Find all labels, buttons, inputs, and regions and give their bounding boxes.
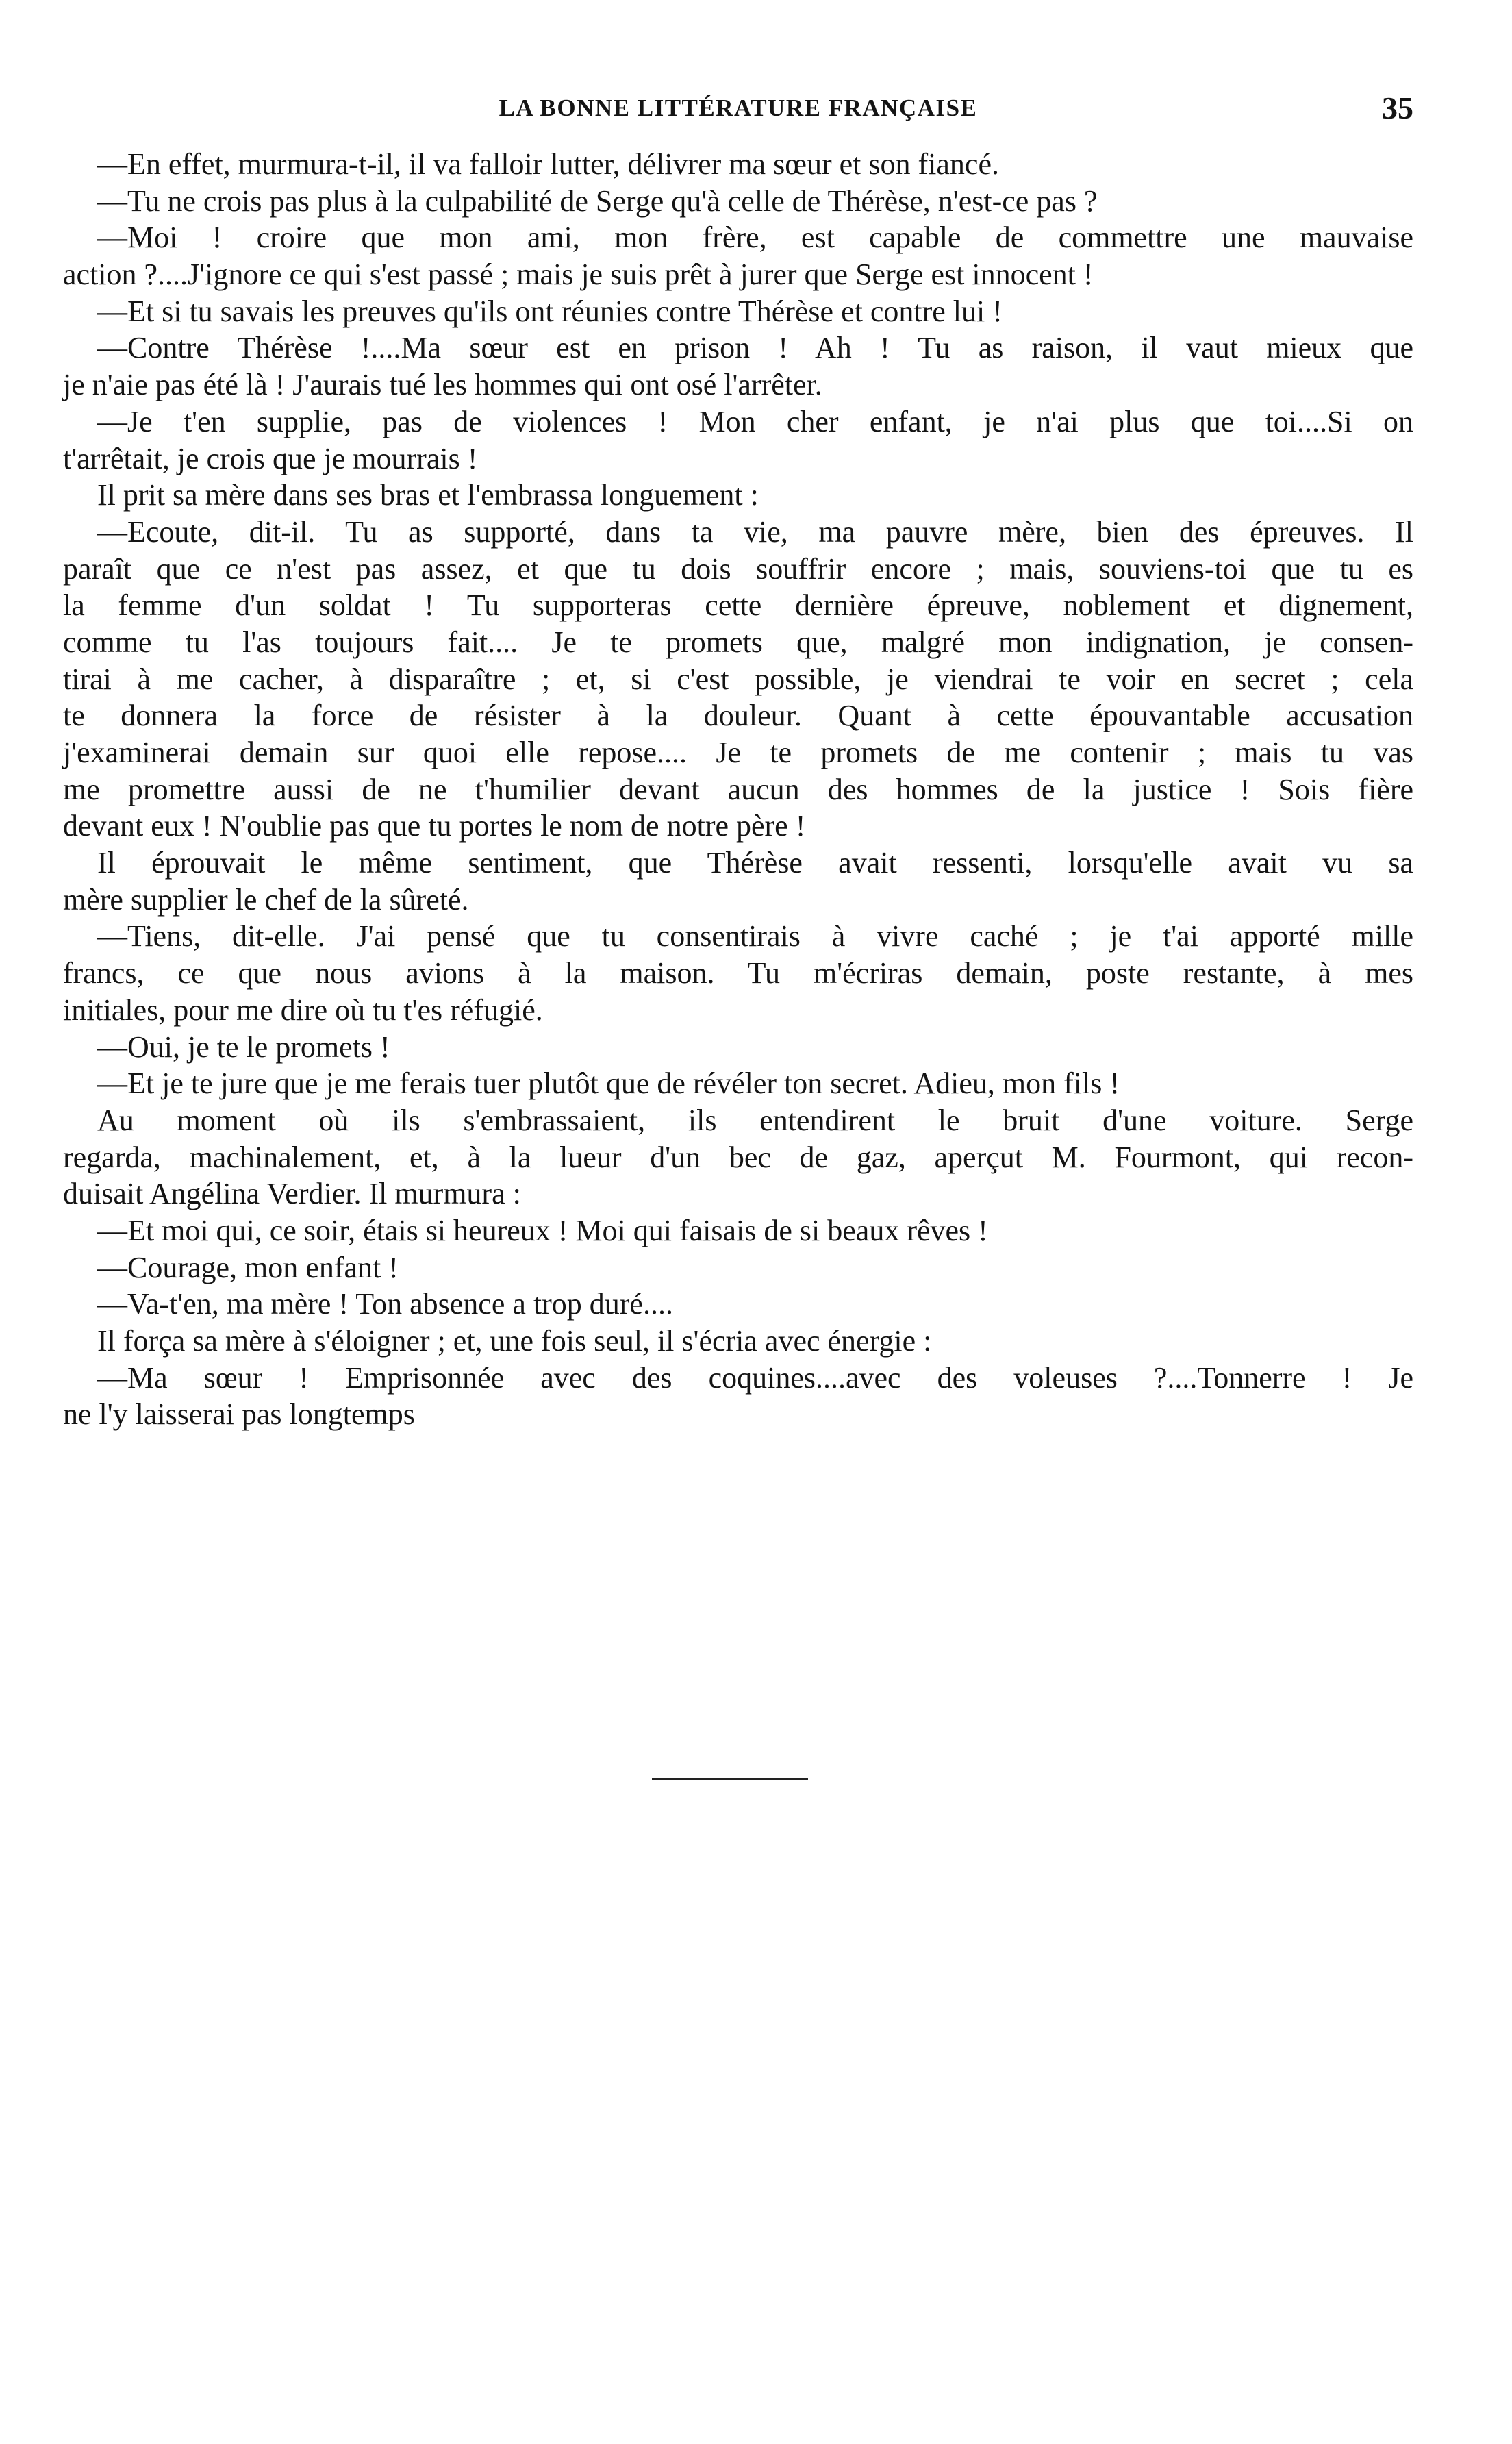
section-divider [652,1778,808,1780]
text-line: te donnera la force de résister à la douleur. Quant à cette épouvantable accusation [63,699,1413,733]
text-line: Au moment où ils s'embrassaient, ils entendirent le bruit d'une voiture. Serge [97,1103,1413,1137]
text-line: Il força sa mère à s'éloigner ; et, une fois seul, il s'écria avec énergie : [97,1324,932,1358]
text-line: duisait Angélina Verdier. Il murmura : [63,1177,521,1211]
text-line: —Tu ne crois pas plus à la culpabilité de Serge qu'à celle de Thérèse, n'est-ce pas ? [97,184,1098,218]
text-line: —Et moi qui, ce soir, étais si heureux ! Moi qui faisais de si beaux rêves ! [97,1213,988,1247]
text-line: Il éprouvait le même sentiment, que Thérèse avait ressenti, lorsqu'elle avait vu sa [97,846,1413,880]
text-line: initiales, pour me dire où tu t'es réfugié. [63,993,543,1027]
text-line: mère supplier le chef de la sûreté. [63,882,469,916]
running-header [63,88,1413,129]
text-line: —Va-t'en, ma mère ! Ton absence a trop duré.... [97,1287,673,1321]
text-line: —Contre Thérèse !....Ma sœur est en prison ! Ah ! Tu as raison, il vaut mieux que [97,331,1413,365]
text-line: —Ma sœur ! Emprisonnée avec des coquines....avec des voleuses ?....Tonnerre ! Je [97,1360,1413,1395]
text-line: ne l'y laisserai pas longtemps [63,1397,415,1432]
text-line: action ?....J'ignore ce qui s'est passé ; mais je suis prêt à jurer que Serge est innocent ! [63,258,1094,292]
text-line: comme tu l'as toujours fait.... Je te promets que, malgré mon indignation, je consen- [63,625,1413,659]
text-line: —Oui, je te le promets ! [97,1030,390,1064]
text-line: paraît que ce n'est pas assez, et que tu dois souffrir encore ; mais, souviens-toi que tu es [63,551,1413,586]
text-line: francs, ce que nous avions à la maison. Tu m'écriras demain, poste restante, à mes [63,956,1413,990]
text-line: devant eux ! N'oublie pas que tu portes le nom de notre père ! [63,809,806,843]
running-title: LA BONNE LITTÉRATURE FRANÇAISE [499,95,978,121]
text-line: me promettre aussi de ne t'humilier devant aucun des hommes de la justice ! Sois fière [63,772,1413,806]
text-line: —Ecoute, dit-il. Tu as supporté, dans ta vie, ma pauvre mère, bien des épreuves. Il [97,514,1413,549]
text-line: —Et si tu savais les preuves qu'ils ont réunies contre Thérèse et contre lui ! [97,294,1003,328]
text-line: —Je t'en supplie, pas de violences ! Mon cher enfant, je n'ai plus que toi....Si on [97,404,1413,438]
text-line: Il prit sa mère dans ses bras et l'embrassa longuement : [97,478,759,512]
text-line: —Tiens, dit-elle. J'ai pensé que tu consentirais à vivre caché ; je t'ai apporté mille [97,919,1413,953]
text-line: t'arrêtait, je crois que je mourrais ! [63,441,478,475]
text-line: regarda, machinalement, et, à la lueur d'un bec de gaz, aperçut M. Fourmont, qui recon- [63,1140,1413,1174]
text-line: —En effet, murmura-t-il, il va falloir lutter, délivrer ma sœur et son fiancé. [97,147,999,181]
text-line: tirai à me cacher, à disparaître ; et, si c'est possible, je viendrai te voir en secret ; cela [63,662,1413,696]
text-line: —Moi ! croire que mon ami, mon frère, est capable de commettre une mauvaise [97,221,1413,255]
text-line: la femme d'un soldat ! Tu supporteras cette dernière épreuve, noblement et dignement, [63,588,1413,623]
text-line: j'examinerai demain sur quoi elle repose.... Je te promets de me contenir ; mais tu vas [63,736,1413,769]
text-line: je n'aie pas été là ! J'aurais tué les hommes qui ont osé l'arrêter. [63,368,822,402]
page-number: 35 [1382,90,1413,125]
text-line: —Courage, mon enfant ! [97,1250,399,1284]
text-line: —Et je te jure que je me ferais tuer plutôt que de révéler ton secret. Adieu, mon fils ! [97,1067,1120,1101]
body-text [63,146,1413,1433]
